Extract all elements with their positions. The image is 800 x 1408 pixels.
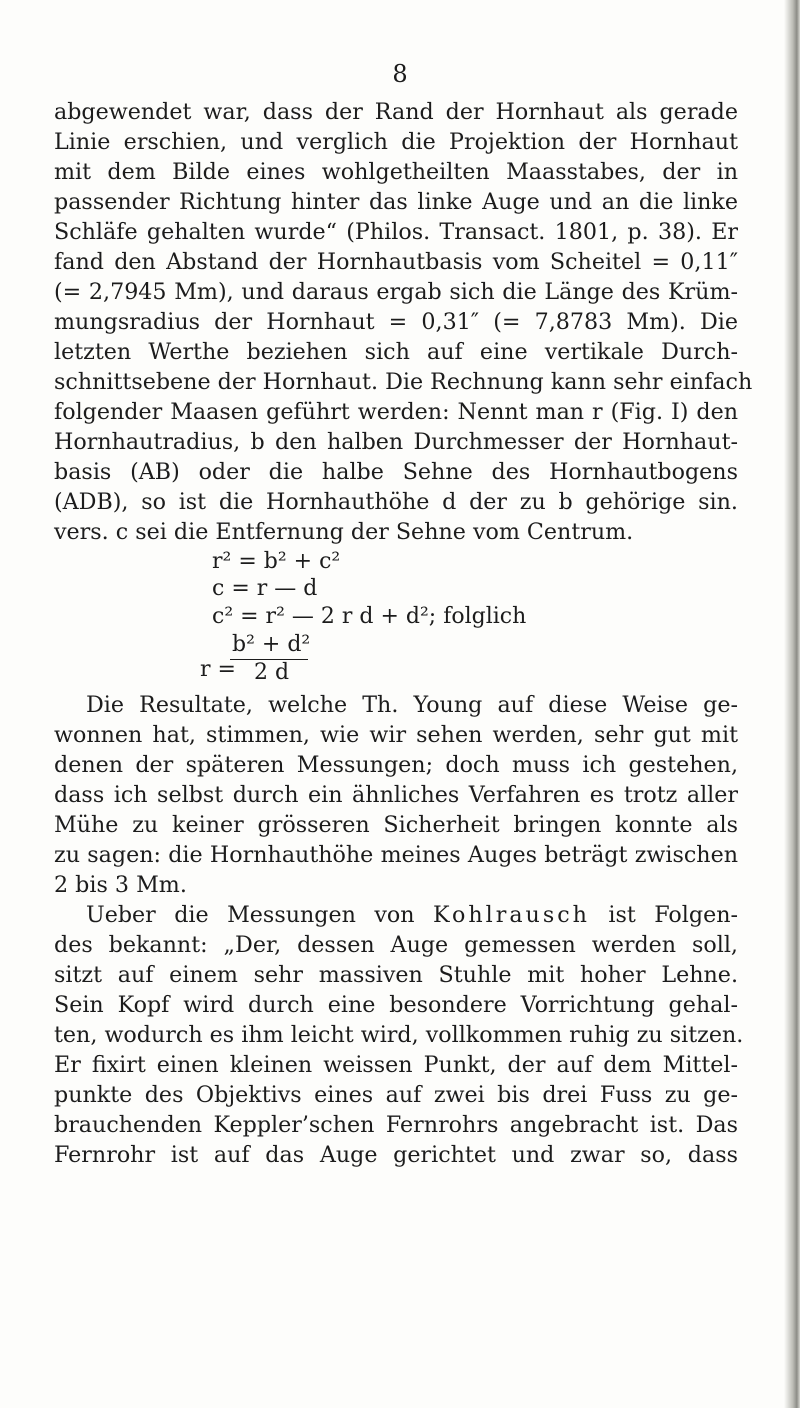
text-line: fand den Abstand der Hornhautbasis vom Scheitel = 0,11″ <box>54 249 738 275</box>
formula-line: c² = r² — 2 r d + d²; folglich <box>212 604 527 629</box>
text-line: Die Resultate, welche Th. Young auf diese Weise ge- <box>86 692 738 718</box>
text-line: Linie erschien, und verglich die Projektion der Hornhaut <box>54 129 738 155</box>
text-line: 2 bis 3 Mm. <box>54 872 187 898</box>
text-span: ist Folgen- <box>608 902 738 928</box>
fraction-lhs: r = <box>200 657 236 682</box>
text-line: Mühe zu keiner grösseren Sicherheit bringen konnte als <box>54 812 738 838</box>
text-line: (= 2,7945 Mm), und daraus ergab sich die Länge des Krüm- <box>54 279 738 305</box>
text-line: Er fixirt einen kleinen weissen Punkt, der auf dem Mittel- <box>54 1052 738 1078</box>
formula-line: c = r — d <box>212 576 318 601</box>
text-line: ten, wodurch es ihm leicht wird, vollkommen ruhig zu sitzen. <box>54 1022 744 1048</box>
text-line: dass ich selbst durch ein ähnliches Verfahren es trotz aller <box>54 782 738 808</box>
text-line: punkte des Objektivs eines auf zwei bis drei Fuss zu ge- <box>54 1082 738 1108</box>
page-edge-shadow <box>784 0 800 1408</box>
text-line: Hornhautradius, b den halben Durchmesser der Hornhaut- <box>54 429 738 455</box>
text-line: mungsradius der Hornhaut = 0,31″ (= 7,8783 Mm). Die <box>54 309 738 335</box>
text-line: Fernrohr ist auf das Auge gerichtet und zwar so, dass <box>54 1142 738 1168</box>
text-line: sitzt auf einem sehr massiven Stuhle mit hoher Lehne. <box>54 962 738 988</box>
page-number: 8 <box>392 60 408 88</box>
text-line: (ADB), so ist die Hornhauthöhe d der zu b gehörige sin. <box>54 489 738 515</box>
text-line: Sein Kopf wird durch eine besondere Vorrichtung gehal- <box>54 992 738 1018</box>
text-line: brauchenden Keppler’schen Fernrohrs angebracht ist. Das <box>54 1112 738 1138</box>
fraction-denominator: 2 d <box>254 660 290 685</box>
text-line: passender Richtung hinter das linke Auge und an die linke <box>54 189 738 215</box>
text-line: zu sagen: die Hornhauthöhe meines Auges beträgt zwischen <box>54 842 738 868</box>
text-line <box>86 900 738 930</box>
text-line: denen der späteren Messungen; doch muss ich gestehen, <box>54 752 738 778</box>
fraction-numerator: b² + d² <box>232 632 311 657</box>
text-line: mit dem Bilde eines wohlgetheilten Maasstabes, der in <box>54 159 738 185</box>
formula-line: r² = b² + c² <box>212 549 341 574</box>
text-line: schnittsebene der Hornhaut. Die Rechnung kann sehr einfach <box>54 369 753 395</box>
text-line: letzten Werthe beziehen sich auf eine vertikale Durch- <box>54 339 738 365</box>
text-line: Schläfe gehalten wurde“ (Philos. Transact. 1801, p. 38). Er <box>54 219 738 245</box>
text-line: basis (AB) oder die halbe Sehne des Hornhautbogens <box>54 459 738 485</box>
text-line: folgender Maasen geführt werden: Nennt man r (Fig. I) den <box>54 399 738 425</box>
text-line: vers. c sei die Entfernung der Sehne vom Centrum. <box>54 519 634 545</box>
author-name: Kohlrausch <box>432 902 590 928</box>
text-line: abgewendet war, dass der Rand der Hornhaut als gerade <box>54 99 738 125</box>
text-span: Ueber die Messungen von <box>86 902 415 928</box>
text-line: des bekannt: „Der, dessen Auge gemessen werden soll, <box>54 932 738 958</box>
text-line: wonnen hat, stimmen, wie wir sehen werden, sehr gut mit <box>54 722 738 748</box>
